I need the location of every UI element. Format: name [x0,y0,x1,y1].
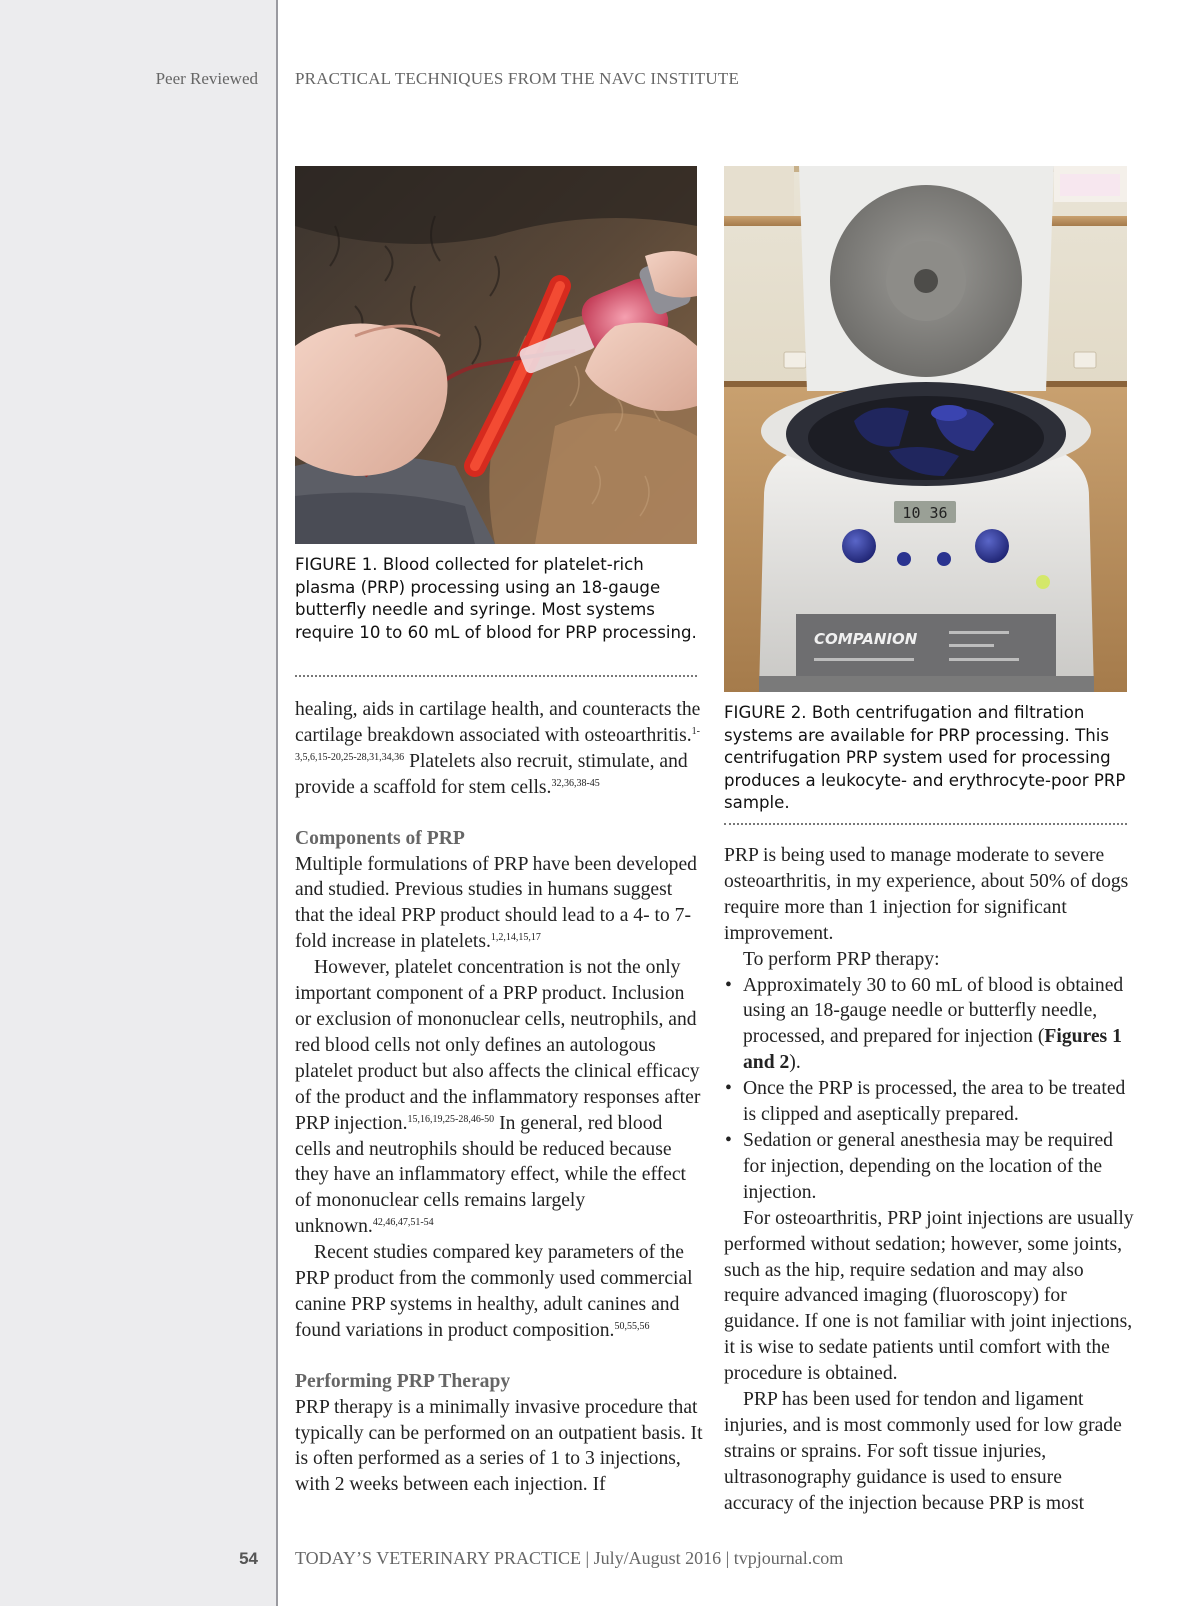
figure-2-caption: FIGURE 2. Both centrifugation and filtration systems are available for PRP processing. This centrifugation PRP system used for processing produces a leukocyte- and erythrocyte-poor PRP sample. [724,703,1126,812]
body-column-right [724,843,1134,1517]
body-paragraph: To perform PRP therapy: [743,948,940,970]
body-paragraph: Multiple formulations of PRP have been developed and studied. Previous studies in humans suggest that the ideal PRP product should lead to a 4- to 7-fold increase in platelets.$^{1,2,14,15,17}$ [295,853,697,953]
body-paragraph: healing, aids in cartilage health, and counteracts the cartilage breakdown associated with osteoarthritis.$^{1-3,5,6,15-20,25-28,31,34,36}$ Platelets also recruit, stimulate, and provide a scaffold for stem cells.$^{32,36,38-45}$ [295,699,701,798]
caption-divider [295,675,697,677]
centrifuge-display-reading: 10 36 [902,504,948,522]
list-item: • Sedation or general anesthesia may be required for injection, depending on the location of the injection. [725,1129,1113,1203]
running-title: PRACTICAL TECHNIQUES FROM THE NAVC INSTITUTE [295,69,740,88]
body-paragraph: However, platelet concentration is not the only important component of a PRP product. Inclusion or exclusion of mononuclear cells, neutrophils, and red blood cells not only defines an autologous platelet product but also affects the clinical efficacy of the product and the inflammatory responses after PRP injection.$^{15,16,19,25-28,46-50}$ In general, red blood cells and neutrophils should be reduced because they have an inflammatory effect, while the effect of mononuclear cells remains largely unknown.$^{42,46,47,51-54}$ [295,957,701,1238]
body-paragraph: For osteoarthritis, PRP joint injections are usually performed without sedation; however, some joints, such as the hip, require sedation and may also require advanced imaging (fluoroscopy) for guidance. If one is not familiar with joint injections, it is wise to sedate patients until comfort with the procedure is obtained. [724,1207,1134,1385]
figure-1-photo [295,166,697,544]
caption-divider [724,823,1127,825]
citation-refs: 50,55,56 [614,1320,650,1332]
publication-footer: TODAY’S VETERINARY PRACTICE | July/August 2016 | tvpjournal.com [295,1548,844,1568]
page-margin-sidebar [0,0,276,1606]
citation-refs: 42,46,47,51-54 [372,1217,434,1229]
section-heading-performing: Performing PRP Therapy [295,1370,511,1392]
section-heading-components: Components of PRP [295,827,465,849]
body-paragraph: PRP is being used to manage moderate to severe osteoarthritis, in my experience, about 50% of dogs require more than 1 injection for significant improvement. [724,845,1129,944]
page-number: 54 [239,1549,258,1568]
bullet-icon: • [725,974,732,996]
figure-2-photo [724,166,1127,692]
citation-refs: 15,16,19,25-28,46-50 [407,1113,495,1125]
procedure-list [724,973,1134,1206]
margin-divider [276,0,278,1606]
centrifuge-brand-label: COMPANION [814,630,918,648]
figure-reference: Figures 1 and 2 [743,1026,1122,1074]
body-paragraph: PRP has been used for tendon and ligament injuries, and is most commonly used for low grade strains or sprains. For soft tissue injuries, ultrasonography guidance is used to ensure accuracy of the injection because PRP is most [724,1389,1122,1514]
list-item: • Approximately 30 to 60 mL of blood is obtained using an 18-gauge needle or butterfly needle, processed, and prepared for injection (Figures 1 and 2). [725,974,1124,1074]
body-column-left [295,697,703,1498]
body-paragraph: Recent studies compared key parameters of the PRP product from the commonly used commercial canine PRP systems in healthy, adult canines and found variations in product composition.$^{50,55,56}$ [295,1242,693,1341]
bullet-icon: • [725,1078,732,1100]
citation-refs: 32,36,38-45 [551,777,600,789]
section-label: Peer Reviewed [155,69,258,88]
citation-refs: 1,2,14,15,17 [490,932,541,944]
citation-refs: 1-3,5,6,15-20,25-28,31,34,36 [295,725,700,763]
body-paragraph: PRP therapy is a minimally invasive procedure that typically can be performed on an outpatient basis. It is often performed as a series of 1 to 3 injections, with 2 weeks between each injection. If [295,1396,703,1496]
list-item: • Once the PRP is processed, the area to be treated is clipped and aseptically prepared. [725,1078,1126,1126]
bullet-icon: • [725,1129,732,1151]
figure-1-caption: FIGURE 1. Blood collected for platelet-rich plasma (PRP) processing using an 18-gauge butterfly needle and syringe. Most systems require 10 to 60 mL of blood for PRP processing. [295,555,697,642]
